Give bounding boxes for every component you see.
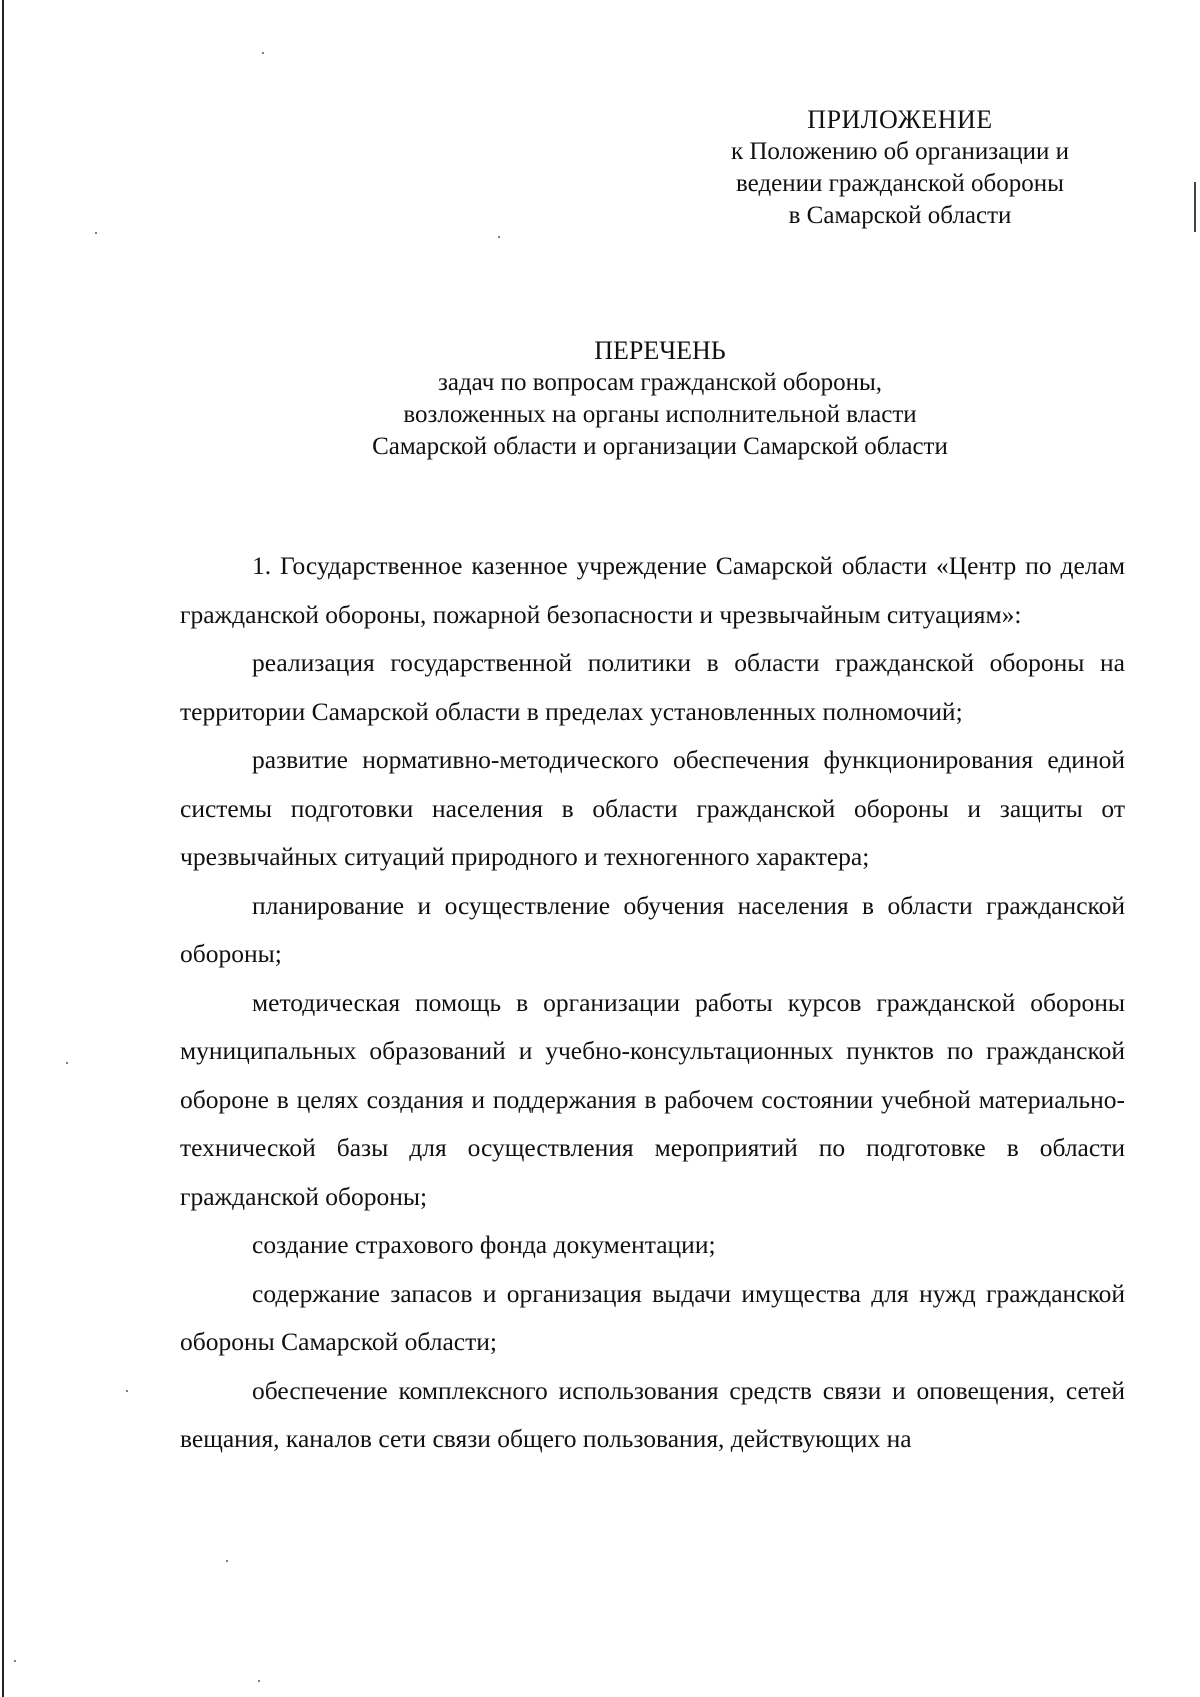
list-heading bbox=[300, 335, 1020, 463]
appendix-line: ведении гражданской обороны bbox=[736, 170, 1064, 197]
appendix-title: ПРИЛОЖЕНИЕ bbox=[807, 105, 993, 134]
scan-speck bbox=[262, 52, 264, 54]
scan-speck bbox=[95, 232, 97, 234]
scan-speck bbox=[14, 1660, 16, 1662]
appendix-header bbox=[680, 104, 1120, 232]
scan-speck bbox=[126, 1390, 128, 1392]
paragraph-task: методическая помощь в организации работы курсов гражданской обороны муниципальных образований и учебно-консультационных пунктов по гражданской обороне в целях создания и поддержания в рабочем состоянии учебной материально-технической базы для осуществления мероприятий по подготовке в области гражданской обороны; bbox=[180, 987, 1125, 1211]
paragraph-task: реализация государственной политики в области гражданской обороны на территории Самарской области в пределах установленных полномочий; bbox=[180, 648, 1125, 726]
scan-edge-right bbox=[1194, 182, 1196, 232]
paragraph-task: развитие нормативно-методического обеспечения функционирования единой системы подготовки населения в области гражданской обороны и защиты от чрезвычайных ситуаций природного и техногенного характера; bbox=[180, 745, 1125, 871]
paragraph-organization: 1. Государственное казенное учреждение Самарской области «Центр по делам гражданской обороны, пожарной безопасности и чрезвычайным ситуациям»: bbox=[180, 551, 1125, 629]
scan-speck bbox=[498, 236, 500, 238]
paragraph-task: планирование и осуществление обучения населения в области гражданской обороны; bbox=[180, 890, 1125, 968]
scan-speck bbox=[226, 1560, 228, 1562]
body-text bbox=[180, 542, 1125, 1464]
scan-speck bbox=[66, 1062, 68, 1064]
list-title: ПЕРЕЧЕНЬ bbox=[594, 336, 726, 365]
appendix-line: к Положению об организации и bbox=[730, 138, 1069, 165]
appendix-line: в Самарской области bbox=[788, 202, 1012, 229]
scan-edge-left bbox=[2, 0, 4, 1697]
list-subtitle-line: возложенных на органы исполнительной власти bbox=[403, 401, 917, 428]
paragraph-task: обеспечение комплексного использования средств связи и оповещения, сетей вещания, каналов сети связи общего пользования, действующих на bbox=[180, 1375, 1125, 1453]
paragraph-task: создание страхового фонда документации; bbox=[252, 1230, 716, 1259]
scan-speck bbox=[258, 1680, 260, 1682]
paragraph-task: содержание запасов и организация выдачи имущества для нужд гражданской обороны Самарской области; bbox=[180, 1278, 1125, 1356]
list-subtitle-line: задач по вопросам гражданской обороны, bbox=[437, 369, 882, 396]
list-subtitle-line: Самарской области и организации Самарской области bbox=[372, 433, 948, 460]
